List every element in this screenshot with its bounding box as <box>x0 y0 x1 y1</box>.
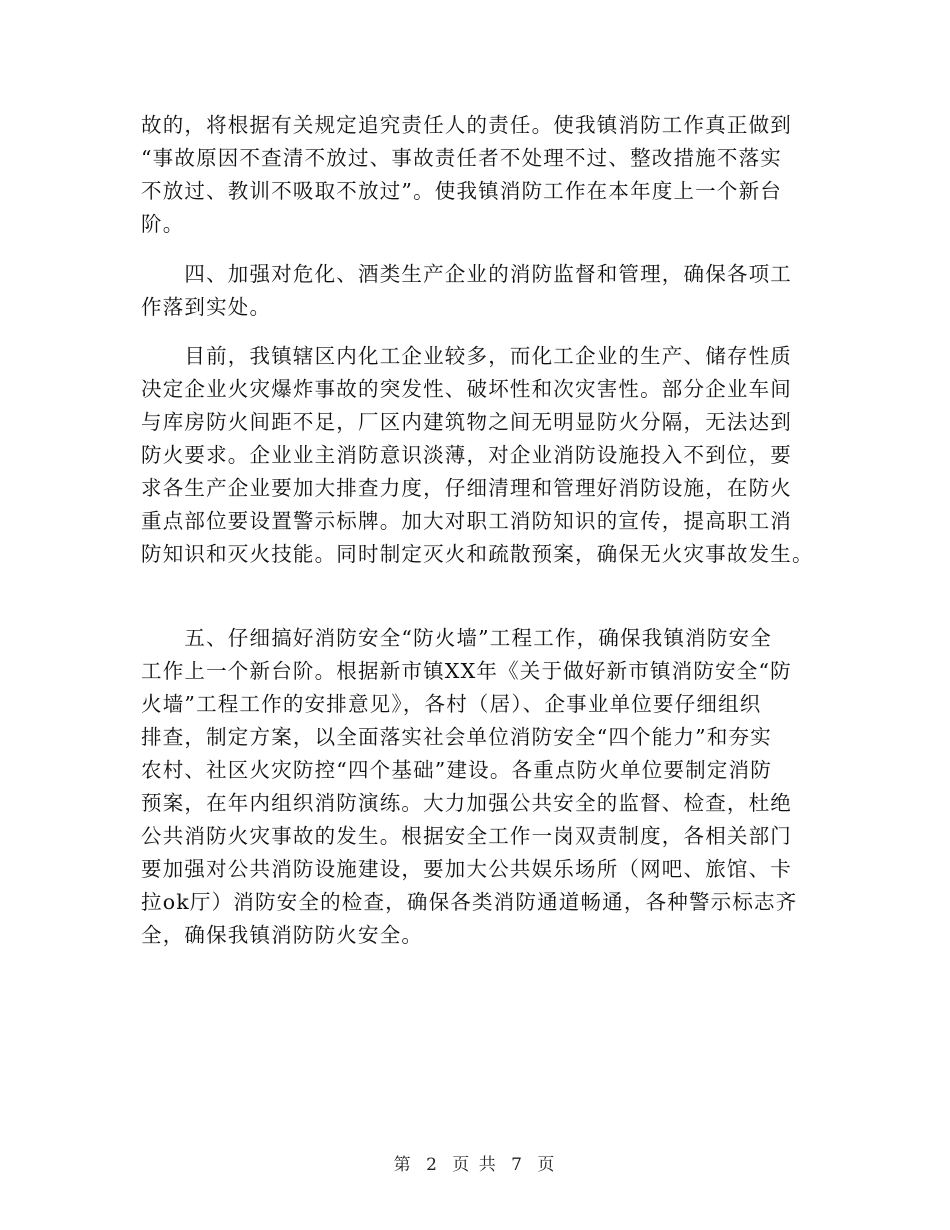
text-line: 目前，我镇辖区内化工企业较多，而化工企业的生产、储存性质 <box>141 344 792 368</box>
text-line: 决定企业火灾爆炸事故的突发性、破坏性和次灾害性。部分企业车间 <box>141 377 792 401</box>
text-line: 作落到实处。 <box>141 295 272 319</box>
text-line: 排查，制定方案，以全面落实社会单位消防安全“四个能力”和夯实 <box>141 725 772 749</box>
text-line: 工作上一个新台阶。根据新市镇XX年《关于做好新市镇消防安全“防 <box>141 659 792 683</box>
text-line: 预案，在年内组织消防演练。大力加强公共安全的监督、检查，杜绝 <box>141 791 792 815</box>
text-line: 重点部位要设置警示标牌。加大对职工消防知识的宣传，提高职工消 <box>141 509 792 533</box>
footer-suffix: 页 <box>537 1155 557 1175</box>
footer-middle: 页 共 <box>452 1155 498 1175</box>
text-line: 防火要求。企业业主消防意识淡薄，对企业消防设施投入不到位，要 <box>141 443 792 467</box>
text-line: 求各生产企业要加大排查力度，仔细清理和管理好消防设施，在防火 <box>141 476 792 500</box>
text-line: 四、加强对危化、酒类生产企业的消防监督和管理，确保各项工 <box>141 262 792 286</box>
text-line: 故的，将根据有关规定追究责任人的责任。使我镇消防工作真正做到 <box>141 113 792 137</box>
paragraph-chemical-enterprises <box>141 340 831 571</box>
text-line: “事故原因不查清不放过、事故责任者不处理不过、整改措施不落实 <box>141 146 782 170</box>
text-line: 阶。 <box>141 212 185 236</box>
page-number-footer <box>0 1150 950 1175</box>
paragraph-section-four-heading <box>141 258 831 324</box>
text-line: 不放过、教训不吸取不放过”。使我镇消防工作在本年度上一个新台 <box>141 179 782 203</box>
text-line: 五、仔细搞好消防安全“防火墙”工程工作，确保我镇消防安全 <box>141 626 772 650</box>
text-line: 要加强对公共消防设施建设，要加大公共娱乐场所（网吧、旅馆、卡 <box>141 857 792 881</box>
text-line: 公共消防火灾事故的发生。根据安全工作一岗双责制度，各相关部门 <box>141 824 792 848</box>
footer-total-pages: 7 <box>511 1155 524 1175</box>
text-line: 拉ok厅）消防安全的检查，确保各类消防通道畅通，各种警示标志齐 <box>141 890 798 914</box>
paragraph-accident-responsibility <box>141 109 831 241</box>
text-line: 防知识和灭火技能。同时制定灭火和疏散预案，确保无火灾事故发生。 <box>141 542 814 566</box>
footer-current-page: 2 <box>426 1155 439 1175</box>
paragraph-section-five-firewall <box>141 622 831 952</box>
text-line: 与库房防火间距不足，厂区内建筑物之间无明显防火分隔，无法达到 <box>141 410 792 434</box>
footer-prefix: 第 <box>393 1155 413 1175</box>
text-line: 全，确保我镇消防防火安全。 <box>141 923 424 947</box>
text-line: 农村、社区火灾防控“四个基础”建设。各重点防火单位要制定消防 <box>141 758 772 782</box>
text-line: 火墙”工程工作的安排意见》，各村（居）、企事业单位要仔细组织 <box>141 692 762 716</box>
